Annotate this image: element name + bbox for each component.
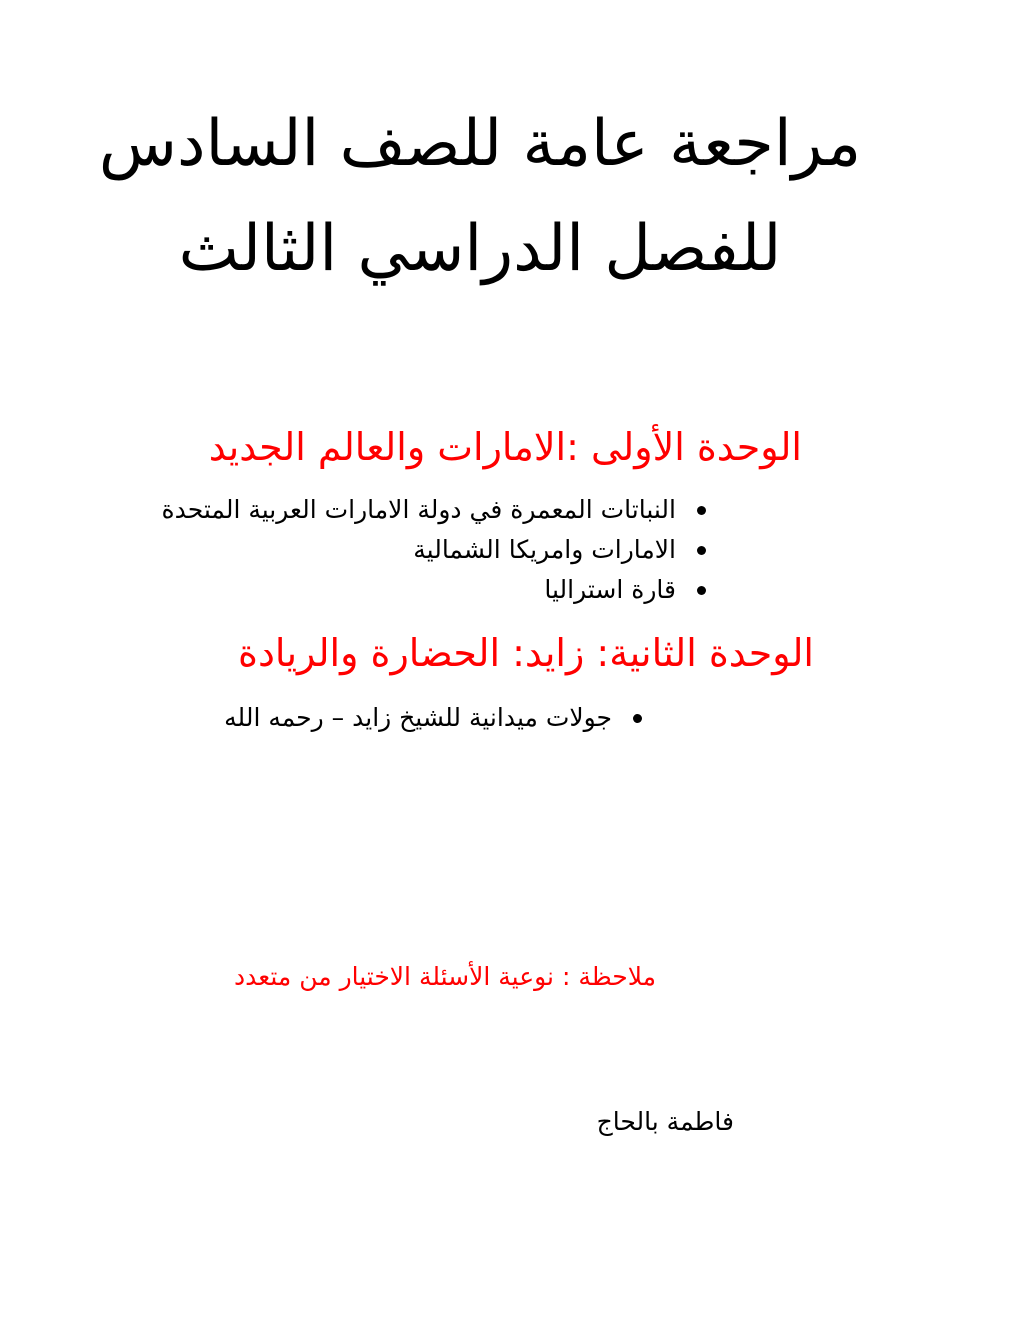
list-item	[224, 698, 642, 738]
list-item-text: قارة استراليا	[544, 575, 676, 604]
unit-one-heading: الوحدة الأولى :الامارات والعالم الجديد	[208, 425, 802, 469]
list-item	[161, 490, 706, 530]
list-item	[161, 570, 706, 610]
exam-note: ملاحظة : نوعية الأسئلة الاختيار من متعدد	[234, 962, 656, 991]
author-name: فاطمة بالحاج	[596, 1107, 734, 1136]
unit-two-heading: الوحدة الثانية: زايد: الحضارة والريادة	[238, 631, 814, 675]
unit-one-topics-list	[161, 490, 706, 610]
list-item	[161, 530, 706, 570]
list-item-text: النباتات المعمرة في دولة الامارات العربية المتحدة	[161, 495, 676, 524]
list-item-text: جولات ميدانية للشيخ زايد – رحمه الله	[224, 703, 612, 732]
list-item-text: الامارات وامريكا الشمالية	[413, 535, 676, 564]
document-title: مراجعة عامة للصف السادس للفصل الدراسي الثالث	[98, 107, 862, 286]
unit-two-topics-list	[224, 698, 642, 738]
